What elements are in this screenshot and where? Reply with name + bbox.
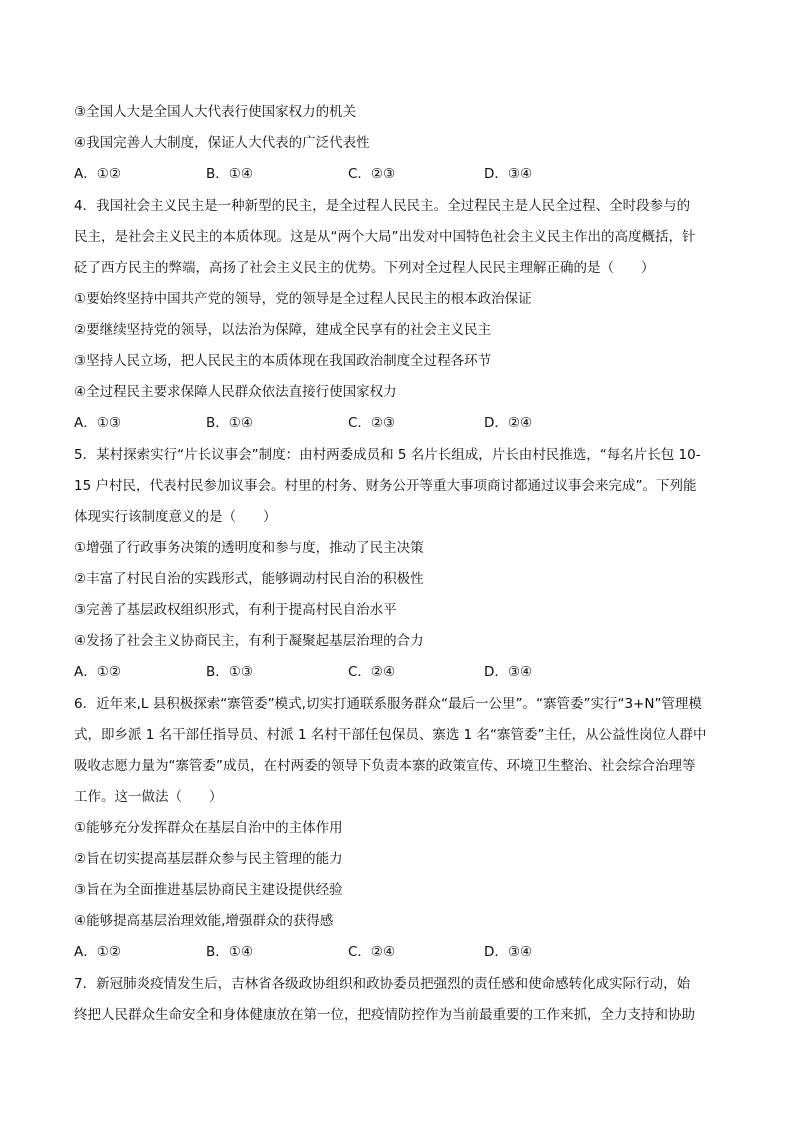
question-6-stem: 6．近年来,L 县积极探索“寨管委”模式,切实打通联系服务群众“最后一公里”。“寨管委”实行“3+N”管理模 xyxy=(74,696,702,712)
option-text: ④全过程民主要求保障人民群众依法直接行使国家权力 xyxy=(74,384,397,400)
option-text: ②丰富了村民自治的实践形式，能够调动村民自治的积极性 xyxy=(74,571,424,587)
choice-a[interactable]: A．①② xyxy=(74,166,121,182)
choice-a[interactable]: A．①② xyxy=(74,664,121,680)
choice-d[interactable]: D．②④ xyxy=(484,415,533,431)
choice-c[interactable]: C．②③ xyxy=(348,415,396,431)
answer-choices xyxy=(74,164,720,184)
option-text: ②要继续坚持党的领导，以法治为保障，建成全民享有的社会主义民主 xyxy=(74,322,492,338)
choice-b[interactable]: B．①④ xyxy=(206,415,253,431)
question-4-stem: 砭了西方民主的弊端，高扬了社会主义民主的优势。下列对全过程人民民主理解正确的是（ ） xyxy=(74,260,655,276)
question-5-stem: 5．某村探索实行“片长议事会”制度：由村两委成员和 5 名片长组成，片长由村民推选，“每名片长包 10- xyxy=(74,447,701,463)
question-4-stem: 民主，是社会主义民主的本质体现。这是从“两个大局”出发对中国特色社会主义民主作出的高度概括，针 xyxy=(74,229,696,245)
option-text: ④我国完善人大制度，保证人大代表的广泛代表性 xyxy=(74,135,370,151)
option-text: ①能够充分发挥群众在基层自治中的主体作用 xyxy=(74,820,343,836)
choice-c[interactable]: C．②④ xyxy=(348,944,396,960)
answer-choices xyxy=(74,413,720,433)
question-7-stem: 7．新冠肺炎疫情发生后，吉林省各级政协组织和政协委员把强烈的责任感和使命感转化成实际行动，始 xyxy=(74,976,691,992)
option-text: ④发扬了社会主义协商民主，有利于凝聚起基层治理的合力 xyxy=(74,633,424,649)
choice-b[interactable]: B．①③ xyxy=(206,664,253,680)
question-4-stem: 4．我国社会主义民主是一种新型的民主，是全过程人民民主。全过程民主是人民全过程、全时段参与的 xyxy=(74,198,691,214)
question-7-stem: 终把人民群众生命安全和身体健康放在第一位，把疫情防控作为当前最重要的工作来抓，全力支持和协助 xyxy=(74,1007,695,1023)
choice-d[interactable]: D．③④ xyxy=(484,664,533,680)
choice-b[interactable]: B．①④ xyxy=(206,166,253,182)
choice-d[interactable]: D．③④ xyxy=(484,166,533,182)
choice-a[interactable]: A．①③ xyxy=(74,415,121,431)
answer-choices xyxy=(74,942,720,962)
question-6-stem: 式，即乡派 1 名干部任指导员、村派 1 名村干部任包保员、寨选 1 名“寨管委”主任，从公益性岗位人群中 xyxy=(74,727,707,743)
choice-b[interactable]: B．①④ xyxy=(206,944,253,960)
option-text: ③完善了基层政权组织形式，有利于提高村民自治水平 xyxy=(74,602,397,618)
choice-c[interactable]: C．②④ xyxy=(348,664,396,680)
question-5-stem: 体现实行该制度意义的是（ ） xyxy=(74,509,277,525)
option-text: ③全国人大是全国人大代表行使国家权力的机关 xyxy=(74,104,357,120)
option-text: ④能够提高基层治理效能,增强群众的获得感 xyxy=(74,913,334,929)
question-5-stem: 15 户村民，代表村民参加议事会。村里的村务、财务公开等重大事项商讨都通过议事会来完成”。下列能 xyxy=(74,478,697,494)
option-text: ②旨在切实提高基层群众参与民主管理的能力 xyxy=(74,851,343,867)
choice-c[interactable]: C．②③ xyxy=(348,166,396,182)
choice-d[interactable]: D．③④ xyxy=(484,944,533,960)
option-text: ③坚持人民立场，把人民民主的本质体现在我国政治制度全过程各环节 xyxy=(74,353,492,369)
question-6-stem: 吸收志愿力量为“寨管委”成员，在村两委的领导下负责本寨的政策宣传、环境卫生整治、社会综合治理等 xyxy=(74,758,696,774)
question-6-stem: 工作。这一做法（ ） xyxy=(74,789,223,805)
option-text: ①增强了行政事务决策的透明度和参与度，推动了民主决策 xyxy=(74,540,424,556)
answer-choices xyxy=(74,662,720,682)
choice-a[interactable]: A．①② xyxy=(74,944,121,960)
option-text: ③旨在为全面推进基层协商民主建设提供经验 xyxy=(74,882,343,898)
option-text: ①要始终坚持中国共产党的领导，党的领导是全过程人民民主的根本政治保证 xyxy=(74,291,532,307)
